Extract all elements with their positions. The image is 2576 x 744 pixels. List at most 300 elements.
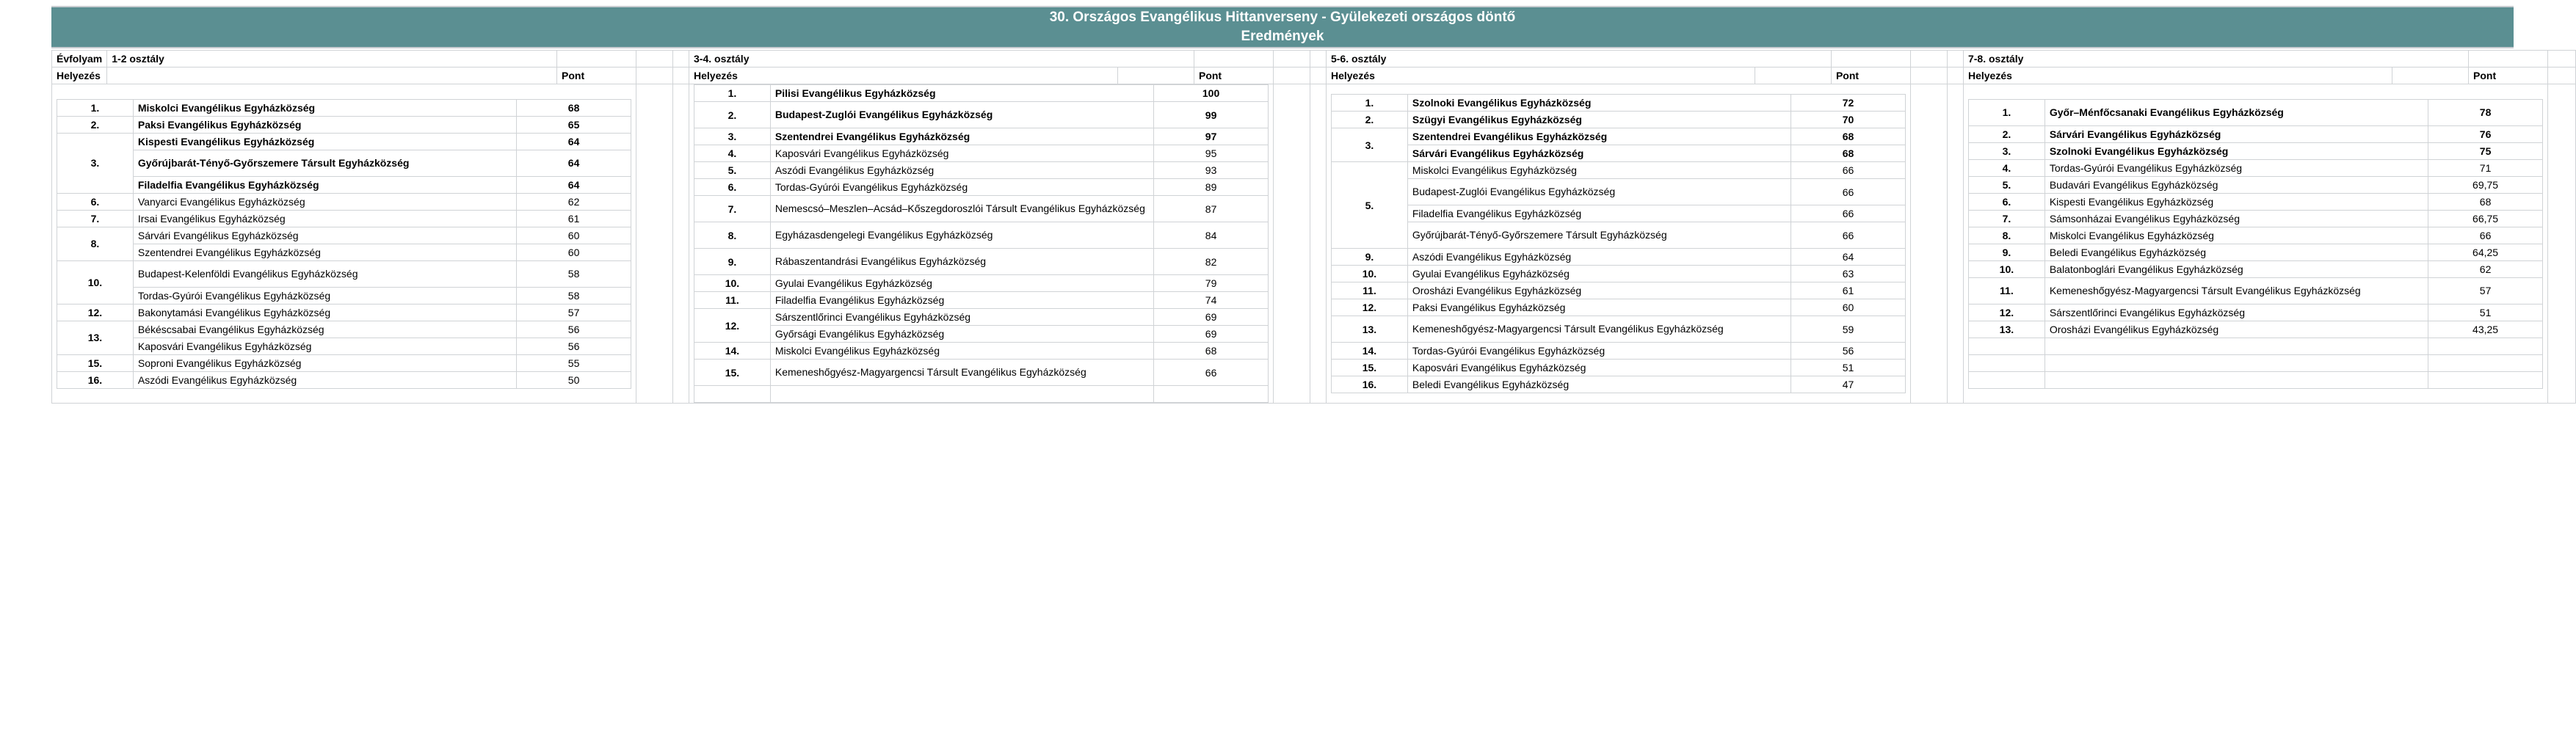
congregation-name-cell: Aszódi Evangélikus Egyházközség [770,162,1153,179]
rank-cell: 3. [57,133,134,193]
points-cell: 62 [2428,260,2543,277]
helyezes-header-2: Helyezés [689,68,1118,84]
points-cell: 93 [1154,162,1269,179]
table-row[interactable] [1968,260,2542,277]
rank-cell: 9. [694,249,771,275]
table-row[interactable] [57,193,631,210]
rank-cell: 9. [1331,249,1407,266]
spacer-cell [1194,51,1273,68]
congregation-name-cell: Kaposvári Evangélikus Egyházközség [770,145,1153,162]
block-container-3 [1326,84,1910,404]
congregation-name-cell: Kemeneshőgyész-Magyargencsi Társult Evangélikus Egyházközség [1407,316,1790,343]
congregation-name-cell: Kaposvári Evangélikus Egyházközség [133,338,516,354]
rank-cell: 5. [1968,176,2045,193]
pont-header-4: Pont [2469,68,2548,84]
congregation-name-cell: Kispesti Evangélikus Egyházközség [133,133,516,150]
rank-cell: 12. [57,304,134,321]
congregation-name-cell: Egyházasdengelegi Evangélikus Egyházközség [770,222,1153,249]
spacer-cell [1947,68,1963,84]
spacer-cell [636,68,673,84]
block-container-4 [1963,84,2547,404]
points-cell: 79 [1154,275,1269,292]
points-cell: 47 [1791,376,1906,393]
table-row[interactable] [1968,142,2542,159]
congregation-name-cell: Gyulai Evangélikus Egyházközség [770,275,1153,292]
congregation-name-cell: Győrsági Evangélikus Egyházközség [770,326,1153,343]
points-cell: 99 [1154,102,1269,128]
name-header-1 [107,68,557,84]
table-row-empty [1968,338,2542,354]
table-row[interactable] [1331,266,1905,282]
table-row[interactable] [1331,205,1905,222]
points-cell: 66 [2428,227,2543,244]
table-row-empty [1968,354,2542,371]
congregation-name-cell: Sárvári Evangélikus Egyházközség [1407,145,1790,162]
rank-cell: 10. [57,260,134,304]
rank-cell: 1. [57,99,134,116]
table-row[interactable] [694,309,1269,326]
congregation-name-cell: Miskolci Evangélikus Egyházközség [1407,162,1790,179]
spacer-cell [1310,84,1326,404]
table-row[interactable] [57,354,631,371]
class-label-4: 7-8. osztály [1963,51,2468,68]
congregation-name-cell: Gyulai Evangélikus Egyházközség [1407,266,1790,282]
points-cell: 87 [1154,196,1269,222]
table-row[interactable] [1331,316,1905,343]
pont-header-3: Pont [1831,68,1910,84]
table-row[interactable] [1968,227,2542,244]
congregation-name-cell: Szentendrei Evangélikus Egyházközség [133,244,516,260]
spacer-cell [636,84,673,404]
empty-cell [2428,338,2543,354]
congregation-name-cell: Szolnoki Evangélikus Egyházközség [1407,95,1790,112]
helyezes-header-1: Helyezés [52,68,107,84]
table-row[interactable] [1968,321,2542,338]
rank-cell: 7. [1968,210,2045,227]
block-container-2 [689,84,1274,404]
table-row[interactable] [57,371,631,388]
empty-cell [2045,338,2428,354]
rank-cell: 3. [694,128,771,145]
congregation-name-cell: Miskolci Evangélikus Egyházközség [2045,227,2428,244]
congregation-name-cell: Sárvári Evangélikus Egyházközség [133,227,516,244]
empty-cell [1968,354,2045,371]
points-cell: 55 [517,354,631,371]
rank-cell: 1. [694,85,771,102]
table-row[interactable] [1968,277,2542,304]
points-cell: 61 [1791,282,1906,299]
helyezes-header-3: Helyezés [1326,68,1755,84]
table-row[interactable] [57,227,631,244]
points-cell: 60 [517,244,631,260]
rank-cell: 12. [1968,304,2045,321]
table-row[interactable] [57,260,631,287]
congregation-name-cell: Szentendrei Evangélikus Egyházközség [1407,128,1790,145]
column-header-row [52,68,2576,84]
points-cell: 97 [1154,128,1269,145]
rank-cell: 2. [57,116,134,133]
spacer-cell [1910,68,1947,84]
congregation-name-cell: Békéscsabai Evangélikus Egyházközség [133,321,516,338]
table-row[interactable] [694,179,1269,196]
congregation-name-cell: Szolnoki Evangélikus Egyházközség [2045,142,2428,159]
congregation-name-cell: Filadelfia Evangélikus Egyházközség [770,292,1153,309]
congregation-name-cell: Beledi Evangélikus Egyházközség [2045,244,2428,260]
rank-cell: 8. [694,222,771,249]
points-cell: 57 [517,304,631,321]
points-cell: 66 [1791,205,1906,222]
points-cell: 43,25 [2428,321,2543,338]
results-body-4 [1968,99,2542,388]
rank-cell: 3. [1968,142,2045,159]
table-row[interactable] [1968,244,2542,260]
table-row[interactable] [1331,145,1905,162]
rank-cell: 4. [1968,159,2045,176]
points-cell: 66 [1154,360,1269,386]
table-row[interactable] [1331,343,1905,360]
points-cell: 51 [1791,360,1906,376]
congregation-name-cell: Budavári Evangélikus Egyházközség [2045,176,2428,193]
rank-cell: 16. [1331,376,1407,393]
table-row[interactable] [1331,222,1905,249]
congregation-name-cell: Kemeneshőgyész-Magyargencsi Társult Evangélikus Egyházközség [770,360,1153,386]
points-cell: 56 [517,338,631,354]
rank-cell: 8. [57,227,134,260]
points-cell: 68 [1154,343,1269,360]
congregation-name-cell: Vanyarci Evangélikus Egyházközség [133,193,516,210]
results-table-2 [694,84,1269,403]
spacer-cell [1831,51,1910,68]
points-cell: 66 [1791,222,1906,249]
table-row-empty [694,386,1269,403]
rank-cell: 10. [1331,266,1407,282]
spacer-cell [1310,51,1326,68]
congregation-name-cell: Rábaszentandrási Evangélikus Egyházközség [770,249,1153,275]
table-row[interactable] [1331,95,1905,112]
rank-cell: 8. [1968,227,2045,244]
rank-cell: 13. [1331,316,1407,343]
class-label-3: 5-6. osztály [1326,51,1831,68]
table-row[interactable] [1968,304,2542,321]
congregation-name-cell: Sárvári Evangélikus Egyházközség [2045,125,2428,142]
congregation-name-cell: Sárszentlőrinci Evangélikus Egyházközség [2045,304,2428,321]
pont-header-2: Pont [1194,68,1273,84]
empty-cell [1968,371,2045,388]
empty-cell [1968,338,2045,354]
name-header-4 [2392,68,2468,84]
points-cell: 69 [1154,326,1269,343]
rank-cell: 14. [694,343,771,360]
results-body-2 [694,85,1269,403]
table-row[interactable] [1331,162,1905,179]
table-row[interactable] [1331,249,1905,266]
congregation-name-cell: Budapest-Kelenföldi Evangélikus Egyházközség [133,260,516,287]
points-cell: 89 [1154,179,1269,196]
points-cell: 61 [517,210,631,227]
blocks-row [52,84,2576,404]
congregation-name-cell: Filadelfia Evangélikus Egyházközség [133,176,516,193]
congregation-name-cell: Orosházi Evangélikus Egyházközség [1407,282,1790,299]
table-row-empty [1968,371,2542,388]
name-header-3 [1755,68,1831,84]
block-container-1 [52,84,636,404]
table-row[interactable] [57,150,631,176]
congregation-name-cell: Miskolci Evangélikus Egyházközség [770,343,1153,360]
results-table-1 [57,99,631,389]
points-cell: 68 [517,99,631,116]
table-row[interactable] [694,343,1269,360]
congregation-name-cell: Filadelfia Evangélikus Egyházközség [1407,205,1790,222]
congregation-name-cell: Aszódi Evangélikus Egyházközség [1407,249,1790,266]
spacer-cell [557,51,636,68]
table-row[interactable] [1331,179,1905,205]
spacer-cell [2548,84,2576,404]
results-table-3 [1331,94,1906,393]
congregation-name-cell: Győr–Ménfőcsanaki Evangélikus Egyházközség [2045,99,2428,125]
table-row[interactable] [694,162,1269,179]
page-subtitle: Eredmények [1241,29,1324,44]
points-cell: 56 [517,321,631,338]
congregation-name-cell: Sámsonházai Evangélikus Egyházközség [2045,210,2428,227]
points-cell: 59 [1791,316,1906,343]
points-cell: 68 [2428,193,2543,210]
empty-cell [770,386,1153,403]
table-row[interactable] [694,326,1269,343]
congregation-name-cell: Tordas-Gyúrói Evangélikus Egyházközség [133,287,516,304]
rank-cell: 2. [694,102,771,128]
spacer-cell [1273,68,1310,84]
congregation-name-cell: Kispesti Evangélikus Egyházközség [2045,193,2428,210]
congregation-name-cell: Miskolci Evangélikus Egyházközség [133,99,516,116]
congregation-name-cell: Sárszentlőrinci Evangélikus Egyházközség [770,309,1153,326]
rank-cell: 10. [1968,260,2045,277]
congregation-name-cell: Szügyi Evangélikus Egyházközség [1407,112,1790,128]
empty-cell [2428,354,2543,371]
points-cell: 66 [1791,162,1906,179]
helyezes-header-4: Helyezés [1963,68,2392,84]
points-cell: 66 [1791,179,1906,205]
spacer-cell [1273,51,1310,68]
points-cell: 72 [1791,95,1906,112]
points-cell: 68 [1791,128,1906,145]
rank-cell: 2. [1968,125,2045,142]
points-cell: 68 [1791,145,1906,162]
table-row[interactable] [57,287,631,304]
table-row[interactable] [694,145,1269,162]
spacer-cell [1310,68,1326,84]
congregation-name-cell: Győrújbarát-Tényő-Győrszemere Társult Egyházközség [133,150,516,176]
table-row[interactable] [57,338,631,354]
rank-cell: 3. [1331,128,1407,162]
empty-cell [2045,371,2428,388]
table-row[interactable] [57,321,631,338]
rank-cell: 15. [57,354,134,371]
points-cell: 70 [1791,112,1906,128]
points-cell: 69,75 [2428,176,2543,193]
points-cell: 75 [2428,142,2543,159]
congregation-name-cell: Tordas-Gyúrói Evangélikus Egyházközség [2045,159,2428,176]
rank-cell: 7. [694,196,771,222]
points-cell: 60 [1791,299,1906,316]
class-label-1: 1-2 osztály [107,51,557,68]
rank-cell: 11. [1968,277,2045,304]
rank-cell: 14. [1331,343,1407,360]
table-row[interactable] [57,116,631,133]
congregation-name-cell: Bakonytamási Evangélikus Egyházközség [133,304,516,321]
rank-cell: 7. [57,210,134,227]
table-row[interactable] [694,222,1269,249]
rank-cell: 10. [694,275,771,292]
spacer-cell [2548,68,2576,84]
table-row[interactable] [1968,210,2542,227]
results-table-4 [1968,99,2543,389]
results-body-1 [57,99,631,388]
spacer-cell [1947,51,1963,68]
rank-cell: 5. [1331,162,1407,249]
table-row[interactable] [1331,128,1905,145]
rank-cell: 2. [1331,112,1407,128]
congregation-name-cell: Paksi Evangélikus Egyházközség [133,116,516,133]
congregation-name-cell: Aszódi Evangélikus Egyházközség [133,371,516,388]
congregation-name-cell: Kemeneshőgyész-Magyargencsi Társult Evangélikus Egyházközség [2045,277,2428,304]
congregation-name-cell: Kaposvári Evangélikus Egyházközség [1407,360,1790,376]
congregation-name-cell: Soproni Evangélikus Egyházközség [133,354,516,371]
table-row[interactable] [57,133,631,150]
rank-cell: 11. [694,292,771,309]
class-label-2: 3-4. osztály [689,51,1194,68]
table-row[interactable] [57,304,631,321]
pont-header-1: Pont [557,68,636,84]
rank-cell: 13. [1968,321,2045,338]
empty-cell [2428,371,2543,388]
spacer-cell [1273,84,1310,404]
table-row[interactable] [1968,193,2542,210]
congregation-name-cell: Budapest-Zuglói Evangélikus Egyházközség [770,102,1153,128]
table-row[interactable] [1968,176,2542,193]
points-cell: 60 [517,227,631,244]
table-row[interactable] [57,99,631,116]
table-row[interactable] [1331,282,1905,299]
rank-cell: 15. [694,360,771,386]
points-cell: 78 [2428,99,2543,125]
rank-cell: 6. [1968,193,2045,210]
spacer-cell [1947,84,1963,404]
rank-cell: 13. [57,321,134,354]
rank-cell: 6. [694,179,771,196]
spacer-cell [2548,51,2576,68]
evfolyam-label: Évfolyam [52,51,107,68]
table-row[interactable] [1331,299,1905,316]
empty-cell [2045,354,2428,371]
rank-cell: 5. [694,162,771,179]
congregation-name-cell: Tordas-Gyúrói Evangélikus Egyházközség [1407,343,1790,360]
empty-cell [694,386,771,403]
table-row[interactable] [1331,360,1905,376]
rank-cell: 11. [1331,282,1407,299]
points-cell: 69 [1154,309,1269,326]
congregation-name-cell: Pilisi Evangélikus Egyházközség [770,85,1153,102]
table-row[interactable] [1331,376,1905,393]
points-cell: 74 [1154,292,1269,309]
points-cell: 64 [517,150,631,176]
table-row[interactable] [1968,99,2542,125]
rank-cell: 4. [694,145,771,162]
rank-cell: 1. [1968,99,2045,125]
congregation-name-cell: Beledi Evangélikus Egyházközség [1407,376,1790,393]
rank-cell: 12. [1331,299,1407,316]
points-cell: 51 [2428,304,2543,321]
results-grid-body [52,51,2576,404]
table-row[interactable] [57,176,631,193]
table-row[interactable] [57,244,631,260]
table-row[interactable] [1331,112,1905,128]
rank-cell: 9. [1968,244,2045,260]
points-cell: 84 [1154,222,1269,249]
spacer-cell [1910,51,1947,68]
table-row[interactable] [694,360,1269,386]
points-cell: 58 [517,287,631,304]
spacer-cell [673,51,689,68]
table-row[interactable] [694,85,1269,102]
points-cell: 95 [1154,145,1269,162]
rank-cell: 12. [694,309,771,343]
points-cell: 71 [2428,159,2543,176]
table-row[interactable] [57,210,631,227]
congregation-name-cell: Paksi Evangélikus Egyházközség [1407,299,1790,316]
class-header-row [52,51,2576,68]
congregation-name-cell: Balatonboglári Evangélikus Egyházközség [2045,260,2428,277]
points-cell: 57 [2428,277,2543,304]
points-cell: 64,25 [2428,244,2543,260]
spacer-cell [636,51,673,68]
points-cell: 58 [517,260,631,287]
table-row[interactable] [694,249,1269,275]
points-cell: 56 [1791,343,1906,360]
points-cell: 62 [517,193,631,210]
congregation-name-cell: Budapest-Zuglói Evangélikus Egyházközség [1407,179,1790,205]
rank-cell: 15. [1331,360,1407,376]
points-cell: 66,75 [2428,210,2543,227]
table-row[interactable] [694,102,1269,128]
points-cell: 64 [517,133,631,150]
congregation-name-cell: Tordas-Gyúrói Evangélikus Egyházközség [770,179,1153,196]
points-cell: 65 [517,116,631,133]
rank-cell: 1. [1331,95,1407,112]
rank-cell: 16. [57,371,134,388]
spacer-cell [2469,51,2548,68]
name-header-2 [1117,68,1194,84]
points-cell: 100 [1154,85,1269,102]
points-cell: 50 [517,371,631,388]
congregation-name-cell: Orosházi Evangélikus Egyházközség [2045,321,2428,338]
title-banner [51,6,2514,48]
congregation-name-cell: Győrújbarát-Tényő-Győrszemere Társult Egyházközség [1407,222,1790,249]
congregation-name-cell: Irsai Evangélikus Egyházközség [133,210,516,227]
points-cell: 63 [1791,266,1906,282]
congregation-name-cell: Nemescsó–Meszlen–Acsád–Kőszegdoroszlói Társult Evangélikus Egyházközség [770,196,1153,222]
points-cell: 82 [1154,249,1269,275]
table-row[interactable] [694,275,1269,292]
table-row[interactable] [694,292,1269,309]
results-body-3 [1331,95,1905,393]
spacer-cell [673,84,689,404]
points-cell: 76 [2428,125,2543,142]
table-row[interactable] [1968,125,2542,142]
table-row[interactable] [694,196,1269,222]
rank-cell: 6. [57,193,134,210]
table-row[interactable] [1968,159,2542,176]
table-row[interactable] [694,128,1269,145]
